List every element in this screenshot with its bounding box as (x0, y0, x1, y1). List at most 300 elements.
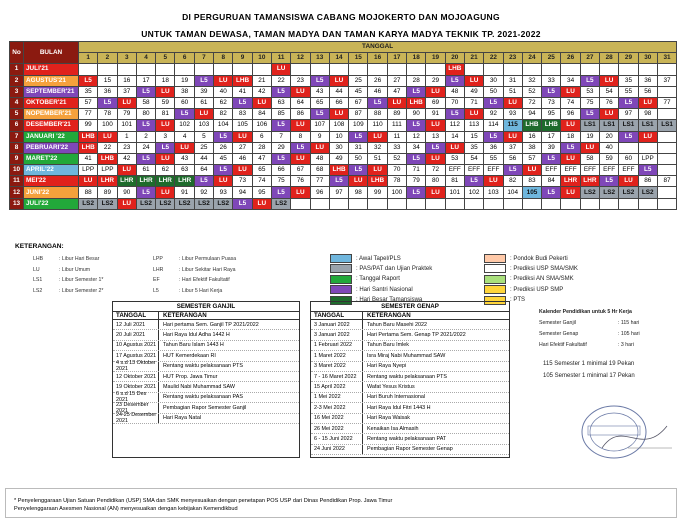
day-cell: 70 (387, 165, 406, 176)
day-cell: LS2 (194, 198, 213, 209)
day-cell: 87 (349, 109, 368, 120)
day-cell (484, 64, 503, 75)
day-cell: LHR (117, 176, 136, 187)
day-cell: LS2 (619, 187, 638, 198)
day-cell: L5 (619, 97, 638, 108)
day-cell: LU (194, 109, 213, 120)
day-cell: L5 (233, 97, 252, 108)
day-cell: 24 (136, 142, 155, 153)
semester-row (311, 414, 509, 424)
semester-row (113, 320, 299, 330)
day-cell: 100 (387, 187, 406, 198)
day-cell: L5 (175, 109, 194, 120)
day-cell: L5 (349, 131, 368, 142)
day-cell: 79 (117, 109, 136, 120)
day-cell: 47 (387, 86, 406, 97)
day-cell: 79 (407, 176, 426, 187)
semester-row (311, 320, 509, 330)
day-cell: LHR (156, 176, 175, 187)
day-header: 27 (580, 53, 599, 64)
footnote-an: Penyelenggaraan Asesmen Nasional (AN) menyesuaikan dengan kebijakan Kemendikbud (14, 506, 238, 512)
day-cell: 77 (79, 109, 98, 120)
day-cell: LU (426, 86, 445, 97)
day-cell (368, 64, 387, 75)
day-cell: 45 (214, 153, 233, 164)
day-header: 4 (136, 53, 155, 64)
semester-row (113, 341, 299, 351)
day-cell: LS1 (619, 120, 638, 131)
day-cell (98, 64, 117, 75)
semester-ganjil-table (112, 301, 300, 458)
day-cell: L5 (136, 153, 155, 164)
semester-row (113, 372, 299, 382)
semester-note: Hari Raya Natal (163, 415, 202, 422)
semester-date: 3 Januari 2022 (311, 320, 363, 329)
kalender-label: Semester Ganjil (539, 320, 576, 326)
day-cell: 102 (464, 187, 483, 198)
day-cell: L5 (136, 120, 155, 131)
semester-date: 24-25 Desember 2021 (113, 414, 159, 423)
day-header: 8 (214, 53, 233, 64)
month-name: OKTOBER'21 (24, 97, 79, 108)
semester-note: Pembagian Rapor Semester Genap (367, 446, 453, 453)
legend-color-label: : Prediksi USP SMP (510, 286, 564, 293)
day-cell: 98 (349, 187, 368, 198)
day-cell (349, 64, 368, 75)
day-cell: LU (368, 165, 387, 176)
legend-color-item (330, 275, 400, 284)
day-cell: LU (580, 142, 599, 153)
day-cell: 92 (484, 109, 503, 120)
semester-date: 17 Agustus 2021 (113, 351, 159, 360)
day-cell: LU (600, 75, 619, 86)
day-cell: 18 (561, 131, 580, 142)
day-cell: 60 (175, 97, 194, 108)
day-cell (79, 64, 98, 75)
day-cell: 113 (464, 120, 483, 131)
day-header: 2 (98, 53, 117, 64)
semester-date: 10 Agustus 2021 (113, 341, 159, 350)
day-cell: LHB (542, 120, 561, 131)
day-cell: 23 (291, 75, 310, 86)
day-cell: 64 (194, 165, 213, 176)
day-cell: L5 (407, 187, 426, 198)
ganjil-col-keterangan: KETERANGAN (163, 312, 207, 319)
day-cell: 25 (194, 142, 213, 153)
day-cell: LHR (136, 176, 155, 187)
semester-note: Hari Raya Waisak (367, 415, 410, 422)
day-cell: LS2 (271, 198, 290, 209)
day-cell: 62 (214, 97, 233, 108)
day-cell: L5 (214, 131, 233, 142)
semester-note: Rentang waktu pelaksanaan PTS (367, 373, 448, 380)
semester-row (311, 382, 509, 392)
semester-date: 4 s.d 13 Oktober 2021 (113, 362, 159, 371)
day-cell: L5 (271, 187, 290, 198)
semester-date: 24 Juni 2022 (311, 445, 363, 454)
day-cell: 77 (310, 176, 329, 187)
day-cell: 34 (561, 75, 580, 86)
legend-color-item (484, 264, 578, 273)
semester-note: Rentang waktu pelaksanaan PTS (163, 363, 244, 370)
semester-row (311, 330, 509, 340)
month-number: 4 (10, 97, 24, 108)
semester-row (113, 330, 299, 340)
day-cell: 103 (484, 187, 503, 198)
day-cell (329, 198, 348, 209)
day-cell: L5 (136, 187, 155, 198)
day-cell: 32 (368, 142, 387, 153)
day-cell: 88 (79, 187, 98, 198)
day-cell: 112 (445, 120, 464, 131)
day-cell (387, 64, 406, 75)
day-cell: 91 (175, 187, 194, 198)
day-cell: 36 (484, 142, 503, 153)
day-cell: 93 (214, 187, 233, 198)
day-cell: 96 (310, 187, 329, 198)
semester-note: Tahun Baru Masehi 2022 (367, 321, 427, 328)
day-cell: 105 (522, 187, 541, 198)
day-cell: 50 (484, 86, 503, 97)
day-cell: 63 (271, 97, 290, 108)
day-header: 17 (387, 53, 406, 64)
genap-col-tanggal: TANGGAL (311, 312, 363, 319)
day-cell: 111 (387, 120, 406, 131)
day-cell: 49 (329, 153, 348, 164)
day-cell: 59 (600, 153, 619, 164)
day-cell: 19 (175, 75, 194, 86)
day-cell: 52 (522, 86, 541, 97)
day-cell: 100 (98, 120, 117, 131)
day-cell: L5 (484, 131, 503, 142)
day-cell: 99 (368, 187, 387, 198)
month-name: NOPEMBER'21 (24, 109, 79, 120)
day-cell: 41 (233, 86, 252, 97)
day-cell: 29 (426, 75, 445, 86)
semester-note: Tahun Baru Islam 1443 H (163, 342, 224, 349)
day-cell: 95 (542, 109, 561, 120)
day-cell (291, 198, 310, 209)
semester-genap-table (310, 301, 510, 458)
day-cell: 106 (252, 120, 271, 131)
legend-color-label: : Prediksi AN SMA/SMK (510, 276, 574, 283)
day-cell: L5 (214, 165, 233, 176)
day-cell: 23 (117, 142, 136, 153)
semester-date: 3 Januari 2022 (311, 330, 363, 339)
day-cell: LS1 (600, 120, 619, 131)
day-cell: 65 (310, 97, 329, 108)
day-cell: 94 (522, 109, 541, 120)
month-name: PEBRUARI'22 (24, 142, 79, 153)
day-cell: 31 (349, 142, 368, 153)
legend-code-item (33, 267, 90, 273)
legend-color-label: : Tanggal Raport (356, 276, 400, 283)
day-cell: 64 (291, 97, 310, 108)
day-cell (600, 64, 619, 75)
day-cell: 80 (136, 109, 155, 120)
month-number: 6 (10, 120, 24, 131)
day-cell: LU (349, 176, 368, 187)
month-row (10, 109, 677, 120)
title-line-1: DI PERGURUAN TAMANSISWA CABANG MOJOKERTO DAN MOJOAGUNG (182, 12, 500, 22)
month-number: 5 (10, 109, 24, 120)
day-cell (638, 64, 657, 75)
day-cell (657, 187, 676, 198)
footnote-usp: * Penyelenggaraan Ujian Satuan Pendidikan (USP) SMA dan SMK menyesuaikan dengan penetapan POS USP dari Dinas Pendidikan Prop. Jawa Timur (14, 498, 393, 504)
day-cell: LU (252, 198, 271, 209)
semester-note: Hari Raya Idul Fitri 1443 H (367, 404, 431, 411)
legend-code-item (33, 277, 103, 283)
day-cell: LS1 (638, 120, 657, 131)
day-cell (484, 198, 503, 209)
day-cell: 95 (252, 187, 271, 198)
day-cell: LS2 (580, 187, 599, 198)
month-name: AGUSTUS'21 (24, 75, 79, 86)
day-cell: 7 (271, 131, 290, 142)
day-cell: 36 (638, 75, 657, 86)
day-cell: 48 (445, 86, 464, 97)
signature-stamp (572, 398, 680, 462)
day-cell: L5 (407, 86, 426, 97)
day-cell: LPP (98, 165, 117, 176)
legend-code-item (33, 256, 99, 262)
day-cell (464, 198, 483, 209)
semester-note: Rentang waktu pelaksanaan PAT (367, 435, 447, 442)
day-cell: LU (329, 75, 348, 86)
day-number-row (10, 53, 677, 64)
kalender-value: : 105 hari (618, 331, 640, 337)
semester-note: Hari Pertama Sem. Genap TP 2021/2022 (367, 332, 466, 339)
day-cell: 32 (522, 75, 541, 86)
day-cell: 54 (464, 153, 483, 164)
day-cell: 80 (426, 176, 445, 187)
day-cell: 12 (407, 131, 426, 142)
day-cell: 71 (407, 165, 426, 176)
day-cell (657, 153, 676, 164)
day-cell: 97 (329, 187, 348, 198)
kalender-label: Hari Efektif Fakultatif (539, 342, 587, 348)
day-cell (252, 64, 271, 75)
day-cell: 58 (580, 153, 599, 164)
legend-code-item (153, 267, 236, 273)
month-row (10, 120, 677, 131)
day-cell: L5 (426, 142, 445, 153)
month-row (10, 165, 677, 176)
day-cell: L5 (368, 97, 387, 108)
legend-code-item (153, 288, 222, 294)
day-header: 1 (79, 53, 98, 64)
title-line-2: UNTUK TAMAN DEWASA, TAMAN MADYA DAN TAMAN KARYA MADYA TEKNIK TP. 2021-2022 (141, 29, 541, 39)
day-cell: LS2 (600, 187, 619, 198)
day-cell: 83 (233, 109, 252, 120)
day-cell: 89 (98, 187, 117, 198)
day-cell: 76 (600, 97, 619, 108)
day-cell (445, 198, 464, 209)
day-cell: LU (233, 165, 252, 176)
day-cell: LU (638, 97, 657, 108)
day-cell (503, 64, 522, 75)
semester-row (311, 424, 509, 434)
day-cell: 110 (368, 120, 387, 131)
month-row (10, 176, 677, 187)
legend-color-label: : PAS/PAT dan Ujian Praktek (356, 265, 433, 272)
day-cell: 82 (503, 176, 522, 187)
legend-swatch (484, 275, 506, 284)
legend-code: LHR (153, 266, 164, 273)
day-header: 22 (484, 53, 503, 64)
day-cell: LU (156, 187, 175, 198)
legend-code-item (153, 256, 236, 262)
day-cell: LU (561, 153, 580, 164)
day-cell: LU (156, 86, 175, 97)
semester-note: HUT Kemerdekaan RI (163, 352, 216, 359)
day-cell: 70 (445, 97, 464, 108)
day-cell: LU (233, 131, 252, 142)
day-cell: LU (445, 142, 464, 153)
legend-color-label: : Awal Tapel/PLS (356, 255, 401, 262)
day-cell: L5 (156, 142, 175, 153)
day-cell: 16 (522, 131, 541, 142)
day-cell (542, 198, 561, 209)
day-cell: LU (426, 187, 445, 198)
day-cell: L5 (542, 86, 561, 97)
day-cell: 78 (387, 176, 406, 187)
day-cell: LU (464, 75, 483, 86)
day-cell: 76 (291, 176, 310, 187)
day-cell: 44 (329, 86, 348, 97)
legend-color-label: : Prediksi USP SMA/SMK (510, 265, 578, 272)
semester-row (311, 393, 509, 403)
day-cell: 105 (233, 120, 252, 131)
day-cell: 39 (194, 86, 213, 97)
day-cell (580, 198, 599, 209)
day-cell: 115 (503, 120, 522, 131)
day-cell: 46 (233, 153, 252, 164)
day-cell (407, 64, 426, 75)
legend-code: LPP (153, 256, 163, 262)
keterangan-label: KETERANGAN: (15, 243, 64, 250)
month-row (10, 86, 677, 97)
day-cell: 37 (117, 86, 136, 97)
day-cell: 15 (98, 75, 117, 86)
semester-date: 12 Juli 2021 (113, 320, 159, 329)
day-cell: L5 (580, 109, 599, 120)
day-header: 20 (445, 53, 464, 64)
day-cell: 4 (175, 131, 194, 142)
day-header: 28 (600, 53, 619, 64)
semester-note: Hari Buruh Internasional (367, 394, 426, 401)
legend-code: LHB (33, 256, 44, 262)
day-cell (117, 64, 136, 75)
day-cell (368, 198, 387, 209)
day-cell: 40 (600, 142, 619, 153)
semester-date: 26 Mei 2022 (311, 424, 363, 433)
day-cell: LHB (98, 153, 117, 164)
day-cell (407, 198, 426, 209)
semester-note: Hari pertama Sem. Ganjil TP 2021/2022 (163, 321, 259, 328)
day-cell: 15 (464, 131, 483, 142)
day-cell: 74 (561, 97, 580, 108)
day-cell (310, 64, 329, 75)
semester-note: Isra Miraj Nabi Muhammad SAW (367, 352, 446, 359)
semester-row (311, 372, 509, 382)
day-cell: LS1 (580, 120, 599, 131)
day-cell: 87 (657, 176, 676, 187)
day-cell: 31 (503, 75, 522, 86)
day-cell: L5 (79, 75, 98, 86)
day-cell: 46 (368, 86, 387, 97)
day-cell: 107 (310, 120, 329, 131)
legend-swatch (330, 285, 352, 294)
day-cell (194, 64, 213, 75)
day-cell: 26 (214, 142, 233, 153)
day-cell: L5 (349, 165, 368, 176)
day-cell: 37 (503, 142, 522, 153)
month-number: 13 (10, 198, 24, 209)
day-cell: 73 (542, 97, 561, 108)
semester-row (311, 362, 509, 372)
day-cell: LU (561, 120, 580, 131)
semester-date: 1 Mei 2022 (311, 393, 363, 402)
day-cell: 44 (194, 153, 213, 164)
day-cell: EFF (484, 165, 503, 176)
month-name: MEI'22 (24, 176, 79, 187)
semester-row (113, 362, 299, 372)
day-cell: 28 (407, 75, 426, 86)
month-name: SEPTEMBER'21 (24, 86, 79, 97)
month-name: APRIL'22 (24, 165, 79, 176)
day-cell: 75 (271, 176, 290, 187)
day-cell: 83 (522, 176, 541, 187)
day-cell: LU (271, 64, 290, 75)
day-cell: 101 (445, 187, 464, 198)
day-header: 31 (657, 53, 676, 64)
day-header: 18 (407, 53, 426, 64)
day-cell: LU (503, 131, 522, 142)
day-cell (214, 64, 233, 75)
legend-code-text: : Libur Permulaan Puasa (179, 256, 237, 262)
legend-color-label: : Hari Santri Nasional (356, 286, 413, 293)
day-cell: 89 (387, 109, 406, 120)
day-cell: 86 (638, 176, 657, 187)
semester-row (311, 403, 509, 413)
day-cell (175, 64, 194, 75)
legend-code: LU (33, 266, 40, 273)
month-number: 3 (10, 86, 24, 97)
day-cell: L5 (291, 142, 310, 153)
day-cell (600, 198, 619, 209)
day-cell: 92 (194, 187, 213, 198)
day-cell: L5 (600, 176, 619, 187)
semester-date: 6 s.d 15 Des 2021 (113, 393, 159, 402)
day-cell: 30 (329, 142, 348, 153)
day-cell: L5 (271, 153, 290, 164)
day-header: 16 (368, 53, 387, 64)
day-cell: LHB (329, 165, 348, 176)
legend-swatch (484, 264, 506, 273)
day-cell: 99 (79, 120, 98, 131)
legend-color-item (484, 254, 568, 263)
day-cell: L5 (407, 120, 426, 131)
month-row (10, 187, 677, 198)
day-header: 12 (291, 53, 310, 64)
day-cell (156, 64, 175, 75)
day-cell: LHR (561, 176, 580, 187)
semester-date: 19 Oktober 2021 (113, 382, 159, 391)
month-row (10, 97, 677, 108)
semester-row (113, 414, 299, 424)
day-cell (657, 165, 676, 176)
